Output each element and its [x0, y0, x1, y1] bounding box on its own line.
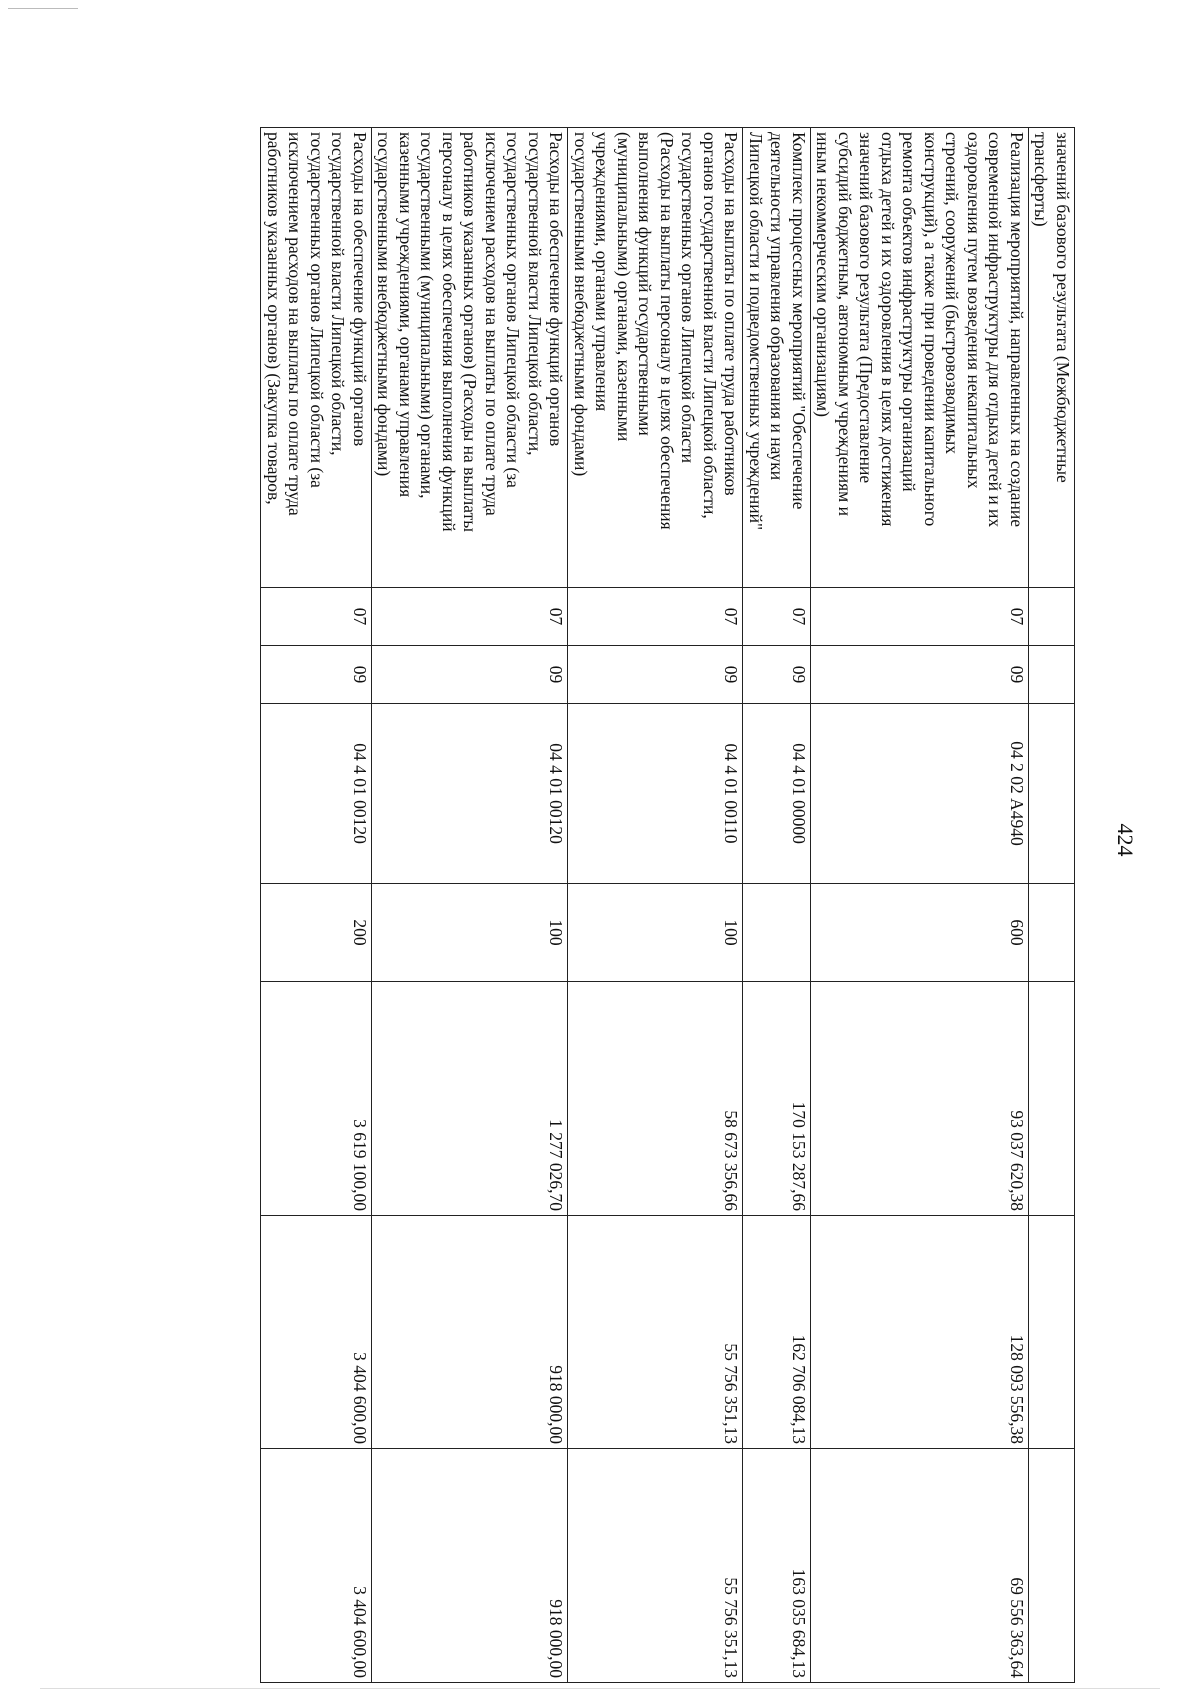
amount-year-2: 918 000,00 [372, 1216, 569, 1449]
expense-type-code: 100 [568, 884, 743, 982]
amount-year-3: 918 000,00 [372, 1449, 569, 1683]
target-article-code: 04 4 01 00120 [372, 704, 569, 884]
amount-year-3: 55 756 351,13 [568, 1449, 743, 1683]
amount-year-1: 1 277 026,70 [372, 982, 569, 1216]
row-name: значений базового результата (Межбюджетные трансферты) [1029, 128, 1075, 588]
amount-year-3: 163 035 684,13 [743, 1449, 811, 1683]
table-row [568, 128, 743, 1683]
amount-year-1: 170 153 287,66 [743, 982, 811, 1216]
amount-year-1 [1029, 982, 1075, 1216]
scan-edge-mark [8, 8, 78, 9]
subsection-code [1029, 646, 1075, 704]
expense-type-code: 200 [261, 884, 372, 982]
amount-year-2: 162 706 084,13 [743, 1216, 811, 1449]
expense-type-code: 600 [811, 884, 1029, 982]
section-code [1029, 588, 1075, 646]
row-name: Расходы на обеспечение функций органов государственной власти Липецкой области, государственных органов Липецкой области (за исключением расходов на выплаты по оплате труда работников указанных органов) (Закупка товаров, [261, 128, 372, 588]
page-number: 424 [1113, 823, 1138, 857]
expense-type-code [743, 884, 811, 982]
expense-type-code [1029, 884, 1075, 982]
scan-edge-mark [40, 1688, 1160, 1689]
section-code: 07 [261, 588, 372, 646]
table-row [743, 128, 811, 1683]
amount-year-3: 69 556 363,64 [811, 1449, 1029, 1683]
section-code: 07 [372, 588, 569, 646]
budget-table [261, 127, 1076, 1683]
row-name: Комплекс процессных мероприятий "Обеспечение деятельности управления образования и науки Липецкой области и подведомственных учреждений" [743, 128, 811, 588]
subsection-code: 09 [743, 646, 811, 704]
row-name: Расходы на обеспечение функций органов государственной власти Липецкой области, государственных органов Липецкой области (за исключением расходов на выплаты по оплате труда работников указанных органов) (Расходы на выплаты персоналу в целях обеспечения выполнения функций государственными (муниципальными) органами, казенными учреждениями, органами управления государственными внебюджетными фондами) [372, 128, 569, 588]
amount-year-1: 58 673 356,66 [568, 982, 743, 1216]
target-article-code: 04 2 02 А4940 [811, 704, 1029, 884]
target-article-code: 04 4 01 00110 [568, 704, 743, 884]
table-row [1029, 128, 1075, 1683]
table-row [261, 128, 372, 1683]
row-name: Реализация мероприятий, направленных на создание современной инфраструктуры для отдыха детей и их оздоровления путем возведения некапитальных строений, сооружений (быстровозводимых конструкций), а также при проведении капитального ремонта объектов инфраструктуры организаций отдыха детей и их оздоровления в целях достижения значений базового результата (Предоставление субсидий бюджетным, автономным учреждениям и иным некоммерческим организациям) [811, 128, 1029, 588]
section-code: 07 [811, 588, 1029, 646]
amount-year-2: 3 404 600,00 [261, 1216, 372, 1449]
subsection-code: 09 [372, 646, 569, 704]
target-article-code: 04 4 01 00000 [743, 704, 811, 884]
amount-year-1: 3 619 100,00 [261, 982, 372, 1216]
expense-type-code: 100 [372, 884, 569, 982]
table-row [372, 128, 569, 1683]
subsection-code: 09 [568, 646, 743, 704]
target-article-code: 04 4 01 00120 [261, 704, 372, 884]
amount-year-3: 3 404 600,00 [261, 1449, 372, 1683]
amount-year-3 [1029, 1449, 1075, 1683]
amount-year-1: 93 037 620,38 [811, 982, 1029, 1216]
table-row [811, 128, 1029, 1683]
section-code: 07 [743, 588, 811, 646]
target-article-code [1029, 704, 1075, 884]
amount-year-2 [1029, 1216, 1075, 1449]
section-code: 07 [568, 588, 743, 646]
amount-year-2: 128 093 556,38 [811, 1216, 1029, 1449]
subsection-code: 09 [811, 646, 1029, 704]
row-name: Расходы на выплаты по оплате труда работников органов государственной власти Липецкой области, государственных органов Липецкой области (Расходы на выплаты персоналу в целях обеспечения выполнения функций государственными (муниципальными) органами, казенными учреждениями, органами управления государственными внебюджетными фондами) [568, 128, 743, 588]
amount-year-2: 55 756 351,13 [568, 1216, 743, 1449]
subsection-code: 09 [261, 646, 372, 704]
